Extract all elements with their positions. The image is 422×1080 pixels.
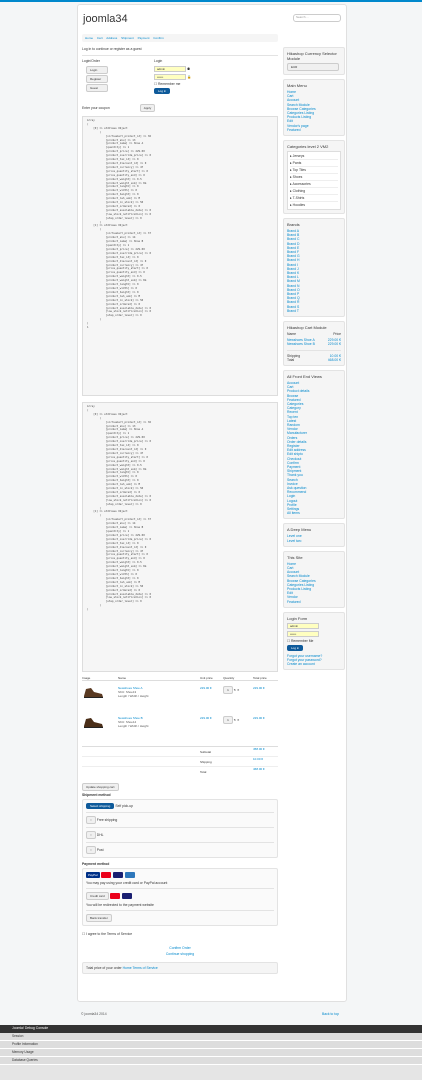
shipping-label: Shipping <box>200 759 212 764</box>
list-item[interactable]: Brand A <box>287 229 300 234</box>
breadcrumb-item[interactable]: Confirm <box>153 36 164 40</box>
list-item[interactable]: Brand R <box>287 300 300 305</box>
cart-module <box>283 321 345 366</box>
main-content <box>82 47 278 978</box>
login-form-module <box>283 612 345 671</box>
forgot-username-link[interactable]: Forgot your username? <box>287 653 323 658</box>
list-item[interactable]: Latest <box>287 418 297 423</box>
unit-price: 229.00 € <box>200 715 212 720</box>
shipping-method-label: Shipment method <box>82 792 111 797</box>
page-container <box>77 4 347 1002</box>
shipping-options <box>82 799 278 858</box>
col-total: Total price <box>253 676 267 680</box>
refresh-icon[interactable]: ↻ <box>233 688 237 692</box>
shoe-image[interactable] <box>82 716 104 729</box>
menu-item[interactable]: Categories Listing <box>287 111 315 116</box>
product-meta: Length / Width / Height <box>118 694 149 699</box>
menu-item[interactable]: Edit <box>287 119 293 124</box>
back-to-top-link[interactable]: Back to top <box>322 1012 339 1016</box>
menu-item[interactable]: Featured <box>287 127 301 132</box>
debug-console <box>0 1025 422 1080</box>
refresh-icon[interactable]: ↻ <box>233 717 237 722</box>
currency-select[interactable]: EUR <box>287 63 339 71</box>
login-order-label: Login/Order <box>82 59 100 63</box>
list-item[interactable]: Brand N <box>287 283 300 288</box>
bank-transfer-option[interactable]: Bank transfer <box>86 914 112 922</box>
cart-total-label: Total <box>287 357 295 362</box>
paypal-logo-icon[interactable]: PayPal <box>88 872 98 877</box>
breadcrumb-item[interactable]: Address <box>106 36 118 40</box>
module-title: A Deep Menu <box>287 527 312 533</box>
module-title: Hikashop Cart Module <box>287 325 327 331</box>
bottom-link[interactable]: Terms of Service <box>132 965 158 970</box>
site-list <box>287 562 341 604</box>
subtotal-label: Subtotal <box>200 749 212 754</box>
menu-item[interactable]: Browse Categories <box>287 106 316 111</box>
module-title: This Site <box>287 554 303 560</box>
site-title[interactable]: joomla34 <box>83 13 128 25</box>
coupon-label: Enter your coupon <box>82 106 110 110</box>
shipping-radio[interactable]: ○ <box>86 846 96 854</box>
login-heading: Login <box>154 59 163 63</box>
menu-item[interactable]: Search Module <box>287 102 310 107</box>
list-item[interactable]: Recommend <box>287 490 307 495</box>
frontend-views-module <box>283 370 345 520</box>
list-item[interactable]: Brand O <box>287 287 300 292</box>
list-item[interactable]: Account <box>287 380 300 385</box>
list-item[interactable]: Edit shipto <box>287 452 303 457</box>
list-item[interactable]: Register <box>287 443 300 448</box>
this-site-module <box>283 551 345 608</box>
login-button[interactable]: Log in <box>154 88 170 94</box>
list-item[interactable]: Products Listing <box>287 587 312 592</box>
table-row <box>82 711 278 747</box>
amex-logo-icon <box>125 872 135 878</box>
col-image: Image <box>82 676 91 680</box>
username-field[interactable]: admin <box>154 66 186 72</box>
list-item[interactable]: Categories <box>287 401 304 406</box>
visa-logo-icon <box>122 893 132 899</box>
sidebar-password-field[interactable]: •••••• <box>287 631 319 637</box>
category-item[interactable]: ▸ T-Shirts <box>290 195 338 202</box>
category-item[interactable]: ▸ Clothing <box>290 188 338 195</box>
copyright: © joomla34 2014 <box>81 1012 107 1016</box>
category-label: Pants <box>292 161 302 166</box>
forgot-password-link[interactable]: Forgot your password? <box>287 658 322 663</box>
select-shipping-button[interactable]: Select shipping <box>86 803 114 809</box>
login-notice: Log in to continue or register as a guest <box>82 47 142 51</box>
card-logo-icon <box>101 872 111 878</box>
apply-coupon-button[interactable]: Apply <box>140 104 156 112</box>
debug-row[interactable]: Session <box>0 1033 422 1041</box>
list-item[interactable]: Brand C <box>287 237 300 242</box>
list-item[interactable]: Browse <box>287 393 299 398</box>
list-item[interactable]: Brand T <box>287 308 299 313</box>
total-row <box>82 767 278 777</box>
top-accent-bar <box>0 0 422 2</box>
list-item[interactable]: Checkout <box>287 456 302 461</box>
module-title: Categories level 2 VM2 <box>287 144 329 150</box>
list-item[interactable]: Brand K <box>287 271 300 276</box>
list-item[interactable]: Brand G <box>287 254 300 259</box>
list-item[interactable]: Cart <box>287 385 294 390</box>
payment-options <box>82 868 278 926</box>
list-item[interactable]: Edit address <box>287 448 306 453</box>
module-title: Brands <box>287 222 300 228</box>
list-item[interactable]: Home <box>287 561 297 566</box>
col-name: Name <box>118 676 127 680</box>
update-cart-button[interactable]: Update shopping cart <box>82 783 119 791</box>
list-item[interactable]: Brand E <box>287 245 300 250</box>
shipping-option[interactable]: Self pick-up <box>115 803 134 808</box>
delete-icon[interactable]: ✕ <box>236 717 240 722</box>
list-item[interactable]: Featured <box>287 599 301 604</box>
list-item[interactable]: Vendor <box>287 427 298 432</box>
mastercard-logo-icon <box>110 893 120 899</box>
cart-item-price: 229.00 € <box>327 338 341 343</box>
shoe-image[interactable] <box>82 686 104 699</box>
breadcrumb-item[interactable]: Home <box>85 36 94 40</box>
deep-menu-module <box>283 523 345 546</box>
user-icon: ⚉ <box>186 66 190 71</box>
cart-item-price: 229.00 € <box>327 342 341 347</box>
payment-text: You will be redirected to the payment website <box>86 902 154 907</box>
remember-me[interactable]: ☐ Remember me <box>154 82 181 86</box>
create-account-link[interactable]: Create an account <box>287 662 315 667</box>
total-label: Total <box>200 769 207 774</box>
bottom-note-text: Total price of your order <box>86 965 122 970</box>
lock-icon: 🔒 <box>186 74 192 79</box>
list-item[interactable]: Edit <box>287 591 293 596</box>
menu-item[interactable]: Products Listing <box>287 115 312 120</box>
categories-module <box>283 140 345 214</box>
list-item[interactable]: Payment <box>287 464 301 469</box>
category-label: Hoodies <box>292 203 306 208</box>
login-section <box>82 59 278 94</box>
brands-module <box>283 218 345 317</box>
shipping-value: 10.00 € <box>253 757 264 761</box>
login-tab-button[interactable]: Login <box>86 66 108 74</box>
quantity-input[interactable]: 1 <box>223 686 233 694</box>
list-item[interactable]: Account <box>287 570 300 575</box>
category-item[interactable]: ▸ Shoes <box>290 174 338 181</box>
tos-text: I agree to the Terms of Service <box>85 931 133 936</box>
breadcrumb-item[interactable]: Cart <box>96 36 103 40</box>
list-item[interactable]: Confirm <box>287 460 299 465</box>
debug-row[interactable]: Profile Information <box>0 1041 422 1049</box>
password-field[interactable]: •••••• <box>154 74 186 80</box>
list-item[interactable]: Brand H <box>287 258 300 263</box>
list-item[interactable]: Brand Q <box>287 296 300 301</box>
shipping-option[interactable]: DHL <box>96 832 104 837</box>
credit-card-option[interactable]: Credit card <box>86 892 109 900</box>
subtotal-value: 458.00 € <box>253 747 265 751</box>
col-qty: Quantity <box>223 676 235 680</box>
module-title: Hikashop Currency Selector Module <box>287 51 337 61</box>
delete-icon[interactable]: ✕ <box>236 688 240 692</box>
continue-shopping-link[interactable]: Continue shopping <box>165 951 195 956</box>
main-menu-module <box>283 79 345 136</box>
list-item[interactable]: Login <box>287 494 296 499</box>
product-sku: SKU: Shoe13 <box>118 690 137 695</box>
unit-price: 229.00 € <box>200 686 212 690</box>
debug-row[interactable]: Memory Usage <box>0 1049 422 1057</box>
menu-item[interactable]: Cart <box>287 94 294 99</box>
list-item[interactable]: Categories Listing <box>287 582 315 587</box>
cart-col-price: Price <box>333 332 341 337</box>
list-item[interactable]: Featured <box>287 397 301 402</box>
total-value: 468.00 € <box>253 767 265 771</box>
sidebar-remember-checkbox[interactable]: ☐ Remember Me <box>287 638 314 643</box>
list-item[interactable]: Search <box>287 477 298 482</box>
category-label: Clothing <box>292 189 306 194</box>
list-item[interactable]: Invoice <box>287 481 298 486</box>
cart-item-link[interactable]: Newshoes Shoe A <box>287 338 315 343</box>
list-item[interactable]: Brand I <box>287 262 298 267</box>
remember-label: Remember Me <box>290 638 314 643</box>
category-item[interactable]: ▸ Pants <box>290 160 338 167</box>
debug-row[interactable]: Database Queries <box>0 1057 422 1065</box>
cart-table <box>82 676 278 777</box>
shipping-option[interactable]: Post <box>96 847 104 852</box>
list-item[interactable]: Brand D <box>287 241 300 246</box>
remember-label: Remember me <box>157 82 181 86</box>
list-item[interactable]: Ask question <box>287 485 307 490</box>
list-item[interactable]: Thank you <box>287 473 303 478</box>
module-title: Login Form <box>287 615 308 621</box>
list-item[interactable]: Brand L <box>287 275 299 280</box>
shipping-row <box>82 757 278 767</box>
tos-checkbox[interactable]: ☐ I agree to the Terms of Service <box>82 931 133 936</box>
search-input[interactable]: Search ... <box>293 14 341 22</box>
list-item[interactable]: Recent <box>287 410 298 415</box>
cart-col-name: Name <box>287 332 297 337</box>
debug-code-block: Array ( [0] => stdClass Object ( [virtuemart_product_id] => 36 [product_sku] => 13 [product_name] => Shoe A [quantity] => 1 [product_price] => 229.00 [product_override_price] => 0 [product_tax_id] => 0 [product_discount_id] => 0 [product_currency] => 47 [price_quantity_start] => 0 [price_quantity_end] => 0 [product_weight] => 0.5 [product_weight_uom] => KG [product_length] => 0 [product_width] => 0 [product_height] => 0 [product_lwh_uom] => M [product_in_stock] => 50 [product_ordered] => 0 [product_available_date] => 0 [low_stock_notification] => 0 [step_order_level] => 0 ) [1] => stdClass Object ( [virtuemart_product_id] => 37 [product_sku] => 14 [product_name] => Shoe B [quantity] => 1 [product_price] => 229.00 [product_override_price] => 0 [product_tax_id] => 0 [product_discount_id] => 0 [product_currency] => 47 [price_quantity_start] => 0 [price_quantity_end] => 0 [product_weight] => 0.5 [product_weight_uom] => KG [product_length] => 0 [product_width] => 0 [product_height] => 0 [product_lwh_uom] => M [product_in_stock] => 50 [product_ordered] => 0 [product_available_date] => 0 [low_stock_notification] => 0 [step_order_level] => 0 ) ) <box>82 402 278 672</box>
list-item[interactable]: Profile <box>287 502 297 507</box>
bottom-link[interactable]: Home <box>122 965 132 970</box>
list-item[interactable]: Brand J <box>287 266 299 271</box>
category-item[interactable]: ▸ Top Tiles <box>290 167 338 174</box>
module-title: All Front End Views <box>287 373 322 379</box>
list-item[interactable]: All items <box>287 511 300 516</box>
list-item[interactable]: Order details <box>287 439 307 444</box>
debug-code-block: Array ( [0] => stdClass Object ( [virtuemart_product_id] => 36 [product_sku] => 13 [product_name] => Shoe A [quantity] => 1 [product_price] => 229.00 [product_override_price] => 0 [product_tax_id] => 0 [product_discount_id] => 0 [product_currency] => 47 [price_quantity_start] => 0 [price_quantity_end] => 0 [product_weight] => 0.5 [product_weight_uom] => KG [product_length] => 0 [product_width] => 0 [product_height] => 0 [product_lwh_uom] => M [product_in_stock] => 50 [product_ordered] => 0 [product_available_date] => 0 [low_stock_notification] => 0 [step_order_level] => 0 ) [1] => stdClass Object ( [virtuemart_product_id] => 37 [product_sku] => 14 [product_name] => Shoe B [quantity] => 1 [product_price] => 229.00 [product_override_price] => 0 [product_tax_id] => 0 [product_discount_id] => 0 [product_currency] => 47 [price_quantity_start] => 0 [price_quantity_end] => 0 [product_weight] => 0.5 [product_weight_uom] => KG [product_length] => 0 [product_width] => 0 [product_height] => 0 [product_lwh_uom] => M [product_in_stock] => 50 [product_ordered] => 0 [product_available_date] => 0 [low_stock_notification] => 0 [step_order_level] => 0 ) ) 1 <box>82 116 278 396</box>
category-label: Accessories <box>292 182 311 187</box>
shipping-radio[interactable]: ○ <box>86 816 96 824</box>
list-item[interactable]: Vendor <box>287 595 298 600</box>
list-item[interactable]: Browse Categories <box>287 578 316 583</box>
list-item[interactable]: Product details <box>287 389 310 394</box>
menu-item[interactable]: Level one <box>287 534 302 539</box>
list-item[interactable]: Top ten <box>287 414 299 419</box>
total-price: 229.00 € <box>253 686 265 690</box>
menu-item[interactable]: Account <box>287 98 300 103</box>
list-item[interactable]: Random <box>287 422 300 427</box>
shipping-option[interactable]: Free shipping <box>96 817 118 822</box>
register-tab-button[interactable]: Register <box>86 75 108 83</box>
payment-method-label: Payment method <box>82 861 110 866</box>
menu-item[interactable]: Home <box>287 90 297 94</box>
list-item[interactable]: Brand F <box>287 250 300 255</box>
cart-shipping-label: Shipping <box>287 353 301 358</box>
bottom-note <box>82 962 278 974</box>
module-title: Main Menu <box>287 83 307 88</box>
category-item[interactable]: ▸ Accessories <box>290 181 338 188</box>
col-price: Unit price <box>200 676 213 680</box>
list-item[interactable]: Orders <box>287 435 298 440</box>
list-item[interactable]: Cart <box>287 566 294 571</box>
brands-list <box>287 229 341 313</box>
frontend-list <box>287 381 341 516</box>
breadcrumb <box>82 34 278 42</box>
subtotal-row <box>82 747 278 757</box>
category-label: Top Tiles <box>292 168 306 173</box>
list-item[interactable]: Brand P <box>287 292 300 297</box>
breadcrumb-item[interactable]: Shipment <box>121 36 134 40</box>
category-label: Jerseys <box>292 154 305 159</box>
visa-logo-icon <box>113 872 123 878</box>
menu-item[interactable]: Level two <box>287 538 302 543</box>
sidebar <box>283 47 345 674</box>
guest-tab-button[interactable]: Guest <box>86 84 108 92</box>
payment-text: You may pay using your credit card or PayPal account <box>86 880 168 885</box>
product-meta: Length / Width / Height <box>118 723 149 728</box>
list-item[interactable]: Brand M <box>287 279 300 284</box>
currency-module <box>283 47 345 75</box>
confirm-order-link[interactable]: Confirm Order <box>169 945 191 950</box>
breadcrumb-item[interactable]: Payment <box>137 36 150 40</box>
list-item[interactable]: Brand S <box>287 304 300 309</box>
category-label: Shoes <box>292 175 303 180</box>
product-sku: SKU: Shoe14 <box>118 719 137 724</box>
total-price: 229.00 € <box>253 715 265 720</box>
table-row <box>82 681 278 711</box>
list-item[interactable]: Brand B <box>287 233 300 238</box>
list-item[interactable]: Manufacturer <box>287 431 307 436</box>
cart-item-link[interactable]: Newshoes Shoe B <box>287 342 315 347</box>
category-item[interactable]: ▸ Hoodies <box>290 203 306 208</box>
category-label: T-Shirts <box>292 196 305 201</box>
cart-shipping-value: 10.00 € <box>329 353 341 358</box>
shipping-radio[interactable]: ○ <box>86 831 96 839</box>
debug-console-title: Joomla! Debug Console <box>0 1025 422 1033</box>
list-item[interactable]: Settings <box>287 507 300 511</box>
menu-item[interactable]: Vendor's page <box>287 123 309 128</box>
list-item[interactable]: Logout <box>287 498 298 503</box>
sidebar-login-button[interactable]: Log in <box>287 645 303 651</box>
quantity-input[interactable]: 1 <box>223 716 233 724</box>
category-item[interactable]: ▸ Jerseys <box>290 153 338 160</box>
cart-total-value: 468.00 € <box>327 357 341 362</box>
product-name-link[interactable]: Newshoes Shoe A <box>118 686 143 690</box>
list-item[interactable]: Search Module <box>287 574 310 579</box>
sidebar-username-field[interactable]: admin <box>287 623 319 629</box>
list-item[interactable]: Category <box>287 406 301 411</box>
product-name-link[interactable]: Newshoes Shoe B <box>118 715 143 720</box>
list-item[interactable]: Shipment <box>287 469 302 474</box>
